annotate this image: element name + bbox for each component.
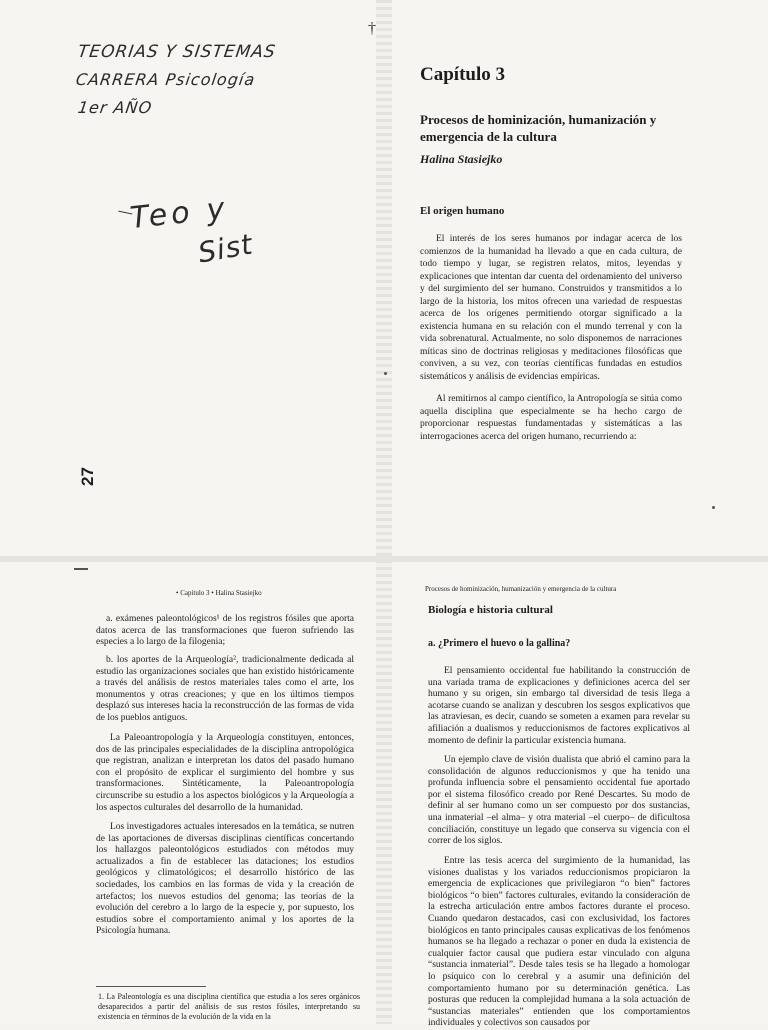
paragraph-descartes: Un ejemplo clave de visión dualista que abrió el camino para la consolidación de algunos reduccionismos y que ha tenido una profunda influencia sobre el pensamiento occidental fue aportado por el sistema filosófico creado por René Descartes. Su modo de definir al ser humano como un ser compuesto por dos sustancias, una inmaterial –el alma– y otra material –el cuerpo– de dificultosa conciliación, constituye un legado que conserva su vigencia con el correr de los siglos. [428,755,690,847]
crop-mark-icon: † [368,20,376,37]
footnote-rule [96,986,206,987]
running-head-right: Procesos de hominización, humanización y emergencia de la cultura [425,585,617,593]
list-item-b: b. los aportes de la Arqueología², tradicionalmente dedicada al estudio las organizaciones sociales que han existido históricamente a través del análisis de restos materiales tales como el arte, los monumentos y otras creaciones; y que en los últimos tiempos desplazó sus intereses hacia la reconstrucción de las formas de vida de los pueblos antiguos. [96,655,354,723]
paragraph-researchers: Los investigadores actuales interesados en la temática, se nutren de las aportaciones de diversas disciplinas científicas concertando los hallazgos paleontológicos estudiados con métodos muy actualizados a fin de establecer las dataciones; los estudios geológicos y climatológicos; el desarrollo histórico de las sociedades, los cambios en las formas de vida y la creación de artefactos; los nuevos estudios del genoma; las teorías de la evolución del cerebro a lo largo de la especie y, por supuesto, los estudios sobre el comportamiento animal y los aportes de la Psicología humana. [96,822,355,937]
paragraph-paleoanthropology: La Paleoantropología y la Arqueología constituyen, entonces, dos de las principales especialidades de la disciplina antropológica que registran, analizan e interpretan los datos del pasado humano con el propósito de explicar el surgimiento del hombre y sus transformaciones. Sintéticamente, la Paleoantropología circunscribe su estudio a los aspectos biológicos y la Arqueología a los aspectos culturales del desarrollo de la humanidad. [96,733,354,813]
scan-speck [384,372,387,375]
chapter-title: Procesos de hominización, humanización y emergencia de la cultura [420,112,657,144]
scan-speck [74,568,88,570]
paragraph-dualist-theses: Entre las tesis acerca del surgimiento de la humanidad, las visiones dualistas y los variados reduccionismos propiciaron la emergencia de explicaciones que privilegiaron “o bien” factores biológicos “o bien” factores culturales, evitando la consideración de la estrecha articulación entre ambos factores durante el proceso. Cuando quedaron destacados, casi con exclusividad, los factores biológicos en tanto principales causas explicativas de los fenómenos humanos se ha llegado a rechazar o poner en duda la existencia de cualquier factor causal que pudiera estar vinculado con alguna “sustancia inmaterial”. Desde tales tesis se ha llegado a homologar lo psíquico con lo cerebral y a asumir una definición del comportamiento humano por su determinación genética. Las posturas que reducen la complejidad humana a la sola actuación de “sustancias materiales” entienden que los comportamientos individuales y colectivos son causados por [428,856,690,1029]
running-head-left: • Capítulo 3 • Halina Stasiejko [176,589,262,597]
scan-speck [712,506,715,509]
list-item-a: a. exámenes paleontológicos¹ de los registros fósiles que aporta datos acerca de las transformaciones que fueron sufriendo las especies a lo largo de la filogenia; [96,614,354,648]
subheading-egg-or-hen: a. ¿Primero el huevo o la gallina? [428,638,571,649]
chapter-author: Halina Stasiejko [420,152,503,166]
handwritten-note-a: Teo y [128,190,231,237]
paragraph-origin-2: Al remitirnos al campo científico, la Antropología se sitúa como aquella disciplina que especialmente se ha hecho cargo de proporcionar respuestas fundamentadas y sistemáticas a las interrogaciones acerca del origen humano, recurriendo a: [420,394,682,442]
handwritten-career: CARRERA Psicología [74,70,257,89]
handwritten-course-title: TEORIAS Y SISTEMAS [76,42,278,62]
section-heading-biology: Biología e historia cultural [428,604,553,616]
handwritten-year: 1er AÑO [76,98,154,117]
chapter-label: Capítulo 3 [420,64,505,85]
footnote: 1. La Paleontología es una disciplina científica que estudia a los seres orgánicos desaparecidos a partir del análisis de sus restos fósiles, interpretando su existencia en términos de la evolución de la vida en la [98,992,360,1021]
handwritten-note-b: Sist [195,227,256,270]
page-number: 27 [78,467,97,486]
paragraph-origin-1: El interés de los seres humanos por indagar acerca de los comienzos de la humanidad ha llevado a que en cada cultura, de todo tiempo y lugar, se registren relatos, mitos, leyendas y explicaciones que intentan dar cuenta del ordenamiento del universo y del surgimiento del ser humano. Construidos y transmitidos a lo largo de la historia, los mitos ofrecen una variedad de respuestas acerca de los orígenes permitiendo otorgar significado a la existencia humana en su relación con el mundo terrenal y con la vida sobrenatural. Actualmente, no solo disponemos de narraciones míticas sino de doctrinas religiosas y meditaciones filosóficas que conviven, a su vez, con teorías científicas fundadas en estudios sistemáticos y análisis de evidencias empíricas. [420,234,682,382]
book-gutter [376,0,392,1024]
scan-divider [0,556,768,562]
paragraph-western-thought: El pensamiento occidental fue habilitando la construcción de una variada trama de explicaciones y definiciones acerca del ser humano y su origen, sin embargo tal diversidad de tesis llega a acotarse cuando se analizan y descubren los sesgos explicativos que las atraviesan, es decir, cuando se someten a examen para revelar su afiliación a dualismos y reduccionismos de factores explicativos al momento de definir la particular existencia humana. [428,666,690,746]
section-heading-origin: El origen humano [420,205,505,217]
